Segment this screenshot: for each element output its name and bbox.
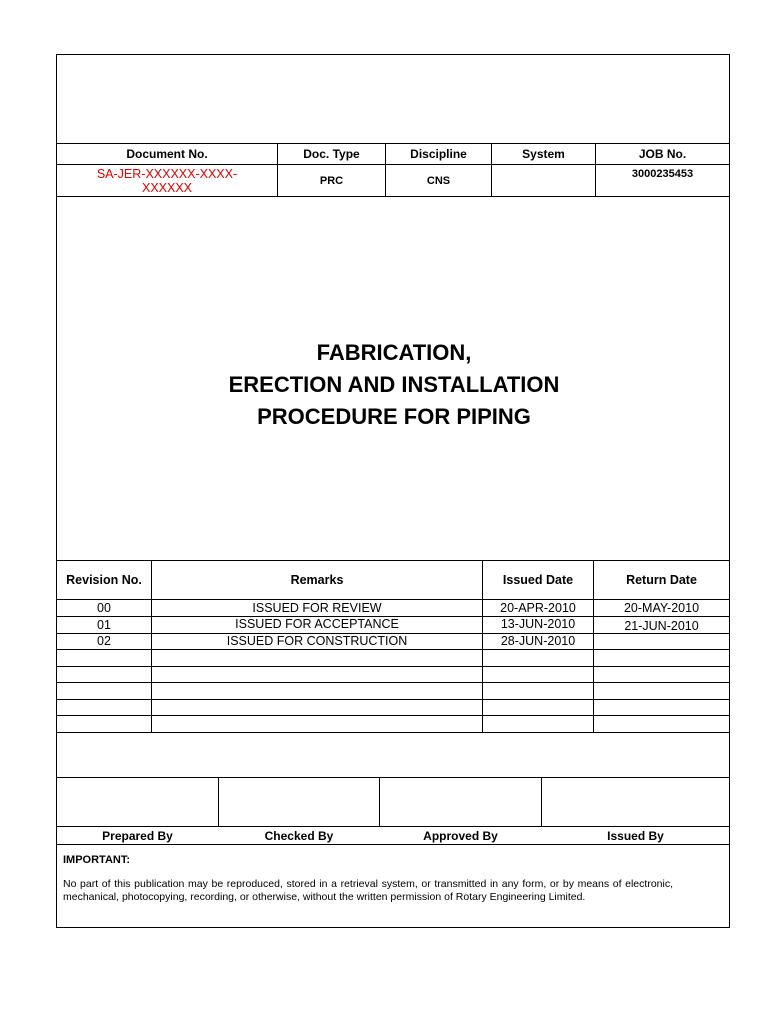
revision-issued-date: 20-APR-2010	[500, 601, 576, 615]
divider	[57, 649, 729, 650]
header-return-date: Return Date	[626, 573, 697, 587]
divider	[218, 777, 219, 826]
discipline-value: CNS	[426, 174, 451, 187]
document-cover-frame	[56, 54, 730, 928]
document-title-line-2: ERECTION AND INSTALLATION	[228, 372, 560, 397]
divider	[57, 196, 729, 197]
divider	[379, 777, 380, 826]
doc-type-value: PRC	[319, 174, 344, 187]
header-job-no: JOB No.	[638, 147, 687, 161]
revision-issued-date: 13-JUN-2010	[500, 617, 576, 631]
document-title-line-1: FABRICATION,	[316, 340, 472, 365]
divider	[57, 715, 729, 716]
divider	[541, 777, 542, 826]
revision-return-date: 20-MAY-2010	[623, 601, 700, 615]
revision-return-date	[594, 633, 729, 649]
header-discipline: Discipline	[410, 147, 467, 161]
revision-remarks: ISSUED FOR REVIEW	[252, 601, 382, 615]
system-value	[492, 165, 595, 196]
job-no-value: 3000235453	[631, 168, 694, 180]
revision-remarks: ISSUED FOR CONSTRUCTION	[226, 634, 408, 648]
document-title-line-3: PROCEDURE FOR PIPING	[257, 404, 531, 429]
revision-no: 00	[97, 601, 111, 615]
revision-issued-date: 28-JUN-2010	[500, 634, 576, 648]
approved-by-label: Approved By	[423, 828, 498, 843]
important-notice-text: No part of this publication may be reproduced, stored in a retrieval system, or transmitted in any form, or by means of electronic, mechanical, photocopying, recording, or otherwise, without the written permission of Rotary Engineering Limited.	[63, 878, 673, 903]
revision-remarks: ISSUED FOR ACCEPTANCE	[235, 617, 399, 631]
checked-by-label: Checked By	[264, 828, 334, 843]
document-no-value: SA-JER-XXXXXX-XXXX-XXXXXX	[96, 166, 238, 195]
issued-by-label: Issued By	[607, 828, 664, 843]
important-heading: IMPORTANT:	[63, 854, 131, 866]
header-remarks: Remarks	[290, 573, 344, 587]
divider	[57, 844, 729, 845]
revision-no: 01	[97, 618, 111, 632]
header-revision-no: Revision No.	[66, 572, 142, 587]
header-issued-date: Issued Date	[502, 573, 574, 587]
header-document-no: Document No.	[126, 147, 208, 161]
header-system: System	[522, 147, 565, 161]
revision-no: 02	[97, 634, 111, 648]
divider	[57, 777, 729, 778]
revision-return-date: 21-JUN-2010	[624, 619, 699, 633]
divider	[57, 699, 729, 700]
prepared-by-label: Prepared By	[102, 828, 173, 843]
divider	[57, 732, 729, 733]
header-doc-type: Doc. Type	[303, 147, 360, 161]
divider	[57, 666, 729, 667]
divider	[57, 682, 729, 683]
